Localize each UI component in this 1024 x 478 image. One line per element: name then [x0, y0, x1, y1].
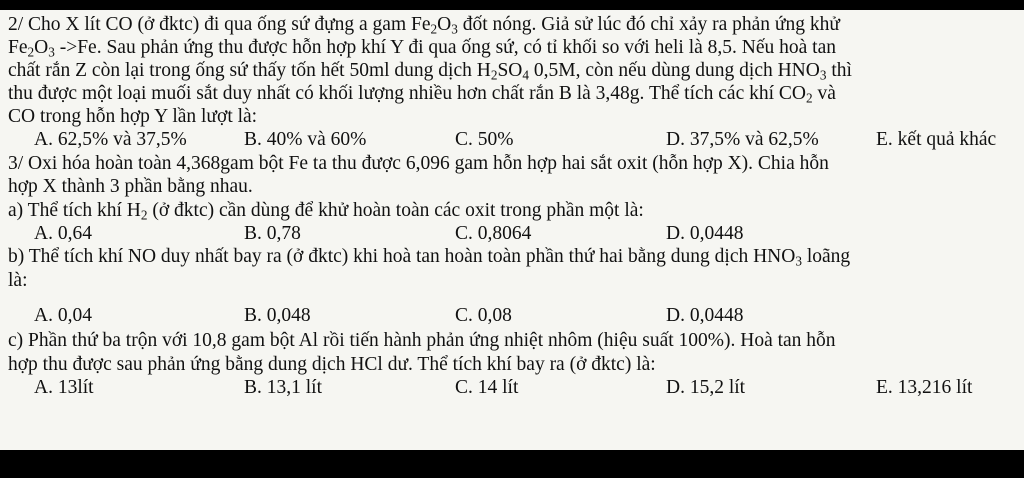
q3b-option-c: C. 0,08 — [455, 305, 512, 326]
q3b-option-a: A. 0,04 — [34, 305, 92, 326]
q3c-option-b: B. 13,1 lít — [244, 377, 323, 398]
q3-part-c: c) Phần thứ ba trộn với 10,8 gam bột Al rồi tiến hành phản ứng nhiệt nhôm (hiệu suất 100%). Hoà tan hỗn — [8, 330, 836, 351]
q3c-option-c: C. 14 lít — [455, 377, 519, 398]
q3a-option-a: A. 0,64 — [34, 223, 92, 244]
q3a-option-b: B. 0,78 — [244, 223, 301, 244]
q3a-option-d: D. 0,0448 — [666, 223, 744, 244]
q3b-option-d: D. 0,0448 — [666, 305, 744, 326]
q2-line-5: CO trong hỗn hợp Y lần lượt là: — [8, 106, 258, 127]
q3c-option-a: A. 13lít — [34, 377, 94, 398]
q3c-option-d: D. 15,2 lít — [666, 377, 746, 398]
q3-part-b: b) Thể tích khí NO duy nhất bay ra (ở đktc) khi hoà tan hoàn toàn phần thứ hai bằng dung dịch $HNO_3$ loãng — [8, 246, 851, 269]
q2-option-e: E. kết quả khác — [876, 129, 997, 150]
q3b-option-b: B. 0,048 — [244, 305, 311, 326]
q3a-option-c: C. 0,8064 — [455, 223, 532, 244]
q3-part-c-cont: hợp thu được sau phản ứng bằng dung dịch HCl dư. Thể tích khí bay ra (ở đktc) là: — [8, 354, 656, 375]
q3-line-1: 3/ Oxi hóa hoàn toàn 4,368gam bột Fe ta thu được 6,096 gam hỗn hợp hai sắt oxit (hỗn hợp X). Chia hỗn — [8, 153, 829, 174]
q3-part-b-cont: là: — [8, 270, 28, 291]
q3c-option-e: E. 13,216 lít — [876, 377, 973, 398]
q2-option-a: A. 62,5% và 37,5% — [34, 129, 187, 150]
q3-part-a: a) Thể tích khí $H_2$ (ở đktc) cần dùng để khử hoàn toàn các oxit trong phần một là: — [8, 200, 644, 223]
q2-line-3: chất rắn Z còn lại trong ống sứ thấy tốn hết 50ml dung dịch $H_2SO_4$ 0,5M, còn nếu dùng dung dịch $HNO_3$ thì — [8, 60, 852, 83]
q2-line-1: 2/ Cho X lít CO (ở đktc) đi qua ống sứ đựng a gam $Fe_2O_3$ đốt nóng. Giả sử lúc đó chỉ xảy ra phản ứng khử — [8, 14, 840, 37]
q2-option-c: C. 50% — [455, 129, 514, 150]
q2-line-4: thu được một loại muối sắt duy nhất có khối lượng nhiều hơn chất rắn B là 3,48g. Thể tích các khí $CO_2$ và — [8, 83, 836, 106]
q2-option-b: B. 40% và 60% — [244, 129, 367, 150]
q2-line-2: $Fe_2O_3$ ->Fe. Sau phản ứng thu được hỗn hợp khí Y đi qua ống sứ, có tỉ khối so với heli là 8,5. Nếu hoà tan — [8, 37, 836, 60]
q2-option-d: D. 37,5% và 62,5% — [666, 129, 819, 150]
document-page — [0, 10, 1024, 450]
q3-line-2: hợp X thành 3 phần bằng nhau. — [8, 176, 253, 197]
